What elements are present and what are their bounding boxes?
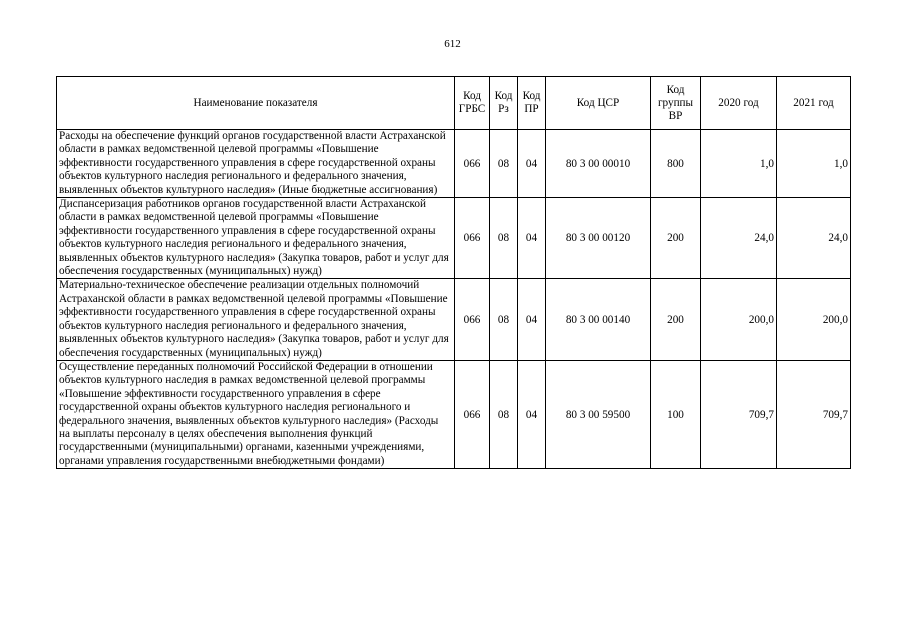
row-name: Расходы на обеспечение функций органов государственной власти Астраханской области в рамках ведомственной целевой программы «Повышение эффективности государственного управления в сфере государственной охраны объектов культурного наследия регионального и федерального значения, выявленных объектов культурного наследия» (Иные бюджетные ассигнования) <box>57 130 455 198</box>
header-2020: 2020 год <box>701 77 777 130</box>
row-csr: 80 3 00 00140 <box>546 279 651 360</box>
row-csr: 80 3 00 59500 <box>546 360 651 468</box>
row-csr: 80 3 00 00120 <box>546 198 651 279</box>
row-grbs: 066 <box>455 360 490 468</box>
table-row <box>57 130 851 198</box>
row-pr: 04 <box>518 279 546 360</box>
row-name: Осуществление переданных полномочий Российской Федерации в отношении объектов культурного наследия в рамках ведомственной целевой программы «Повышение эффективности государственного управления в сфере государственной охраны объектов культурного наследия регионального и федерального значения, выявленных объектов культурного наследия» (Расходы на выплаты персоналу в целях обеспечения выполнения функций государственными (муниципальными) органами, казенными учреждениями, органами управления государственными внебюджетными фондами) <box>57 360 455 468</box>
row-vr: 800 <box>651 130 701 198</box>
row-grbs: 066 <box>455 198 490 279</box>
row-pr: 04 <box>518 360 546 468</box>
row-rz: 08 <box>490 198 518 279</box>
table-row <box>57 360 851 468</box>
row-grbs: 066 <box>455 279 490 360</box>
row-2020: 709,7 <box>701 360 777 468</box>
row-2021: 24,0 <box>777 198 851 279</box>
header-name: Наименование показателя <box>57 77 455 130</box>
row-pr: 04 <box>518 198 546 279</box>
row-pr: 04 <box>518 130 546 198</box>
row-rz: 08 <box>490 130 518 198</box>
header-csr: Код ЦСР <box>546 77 651 130</box>
table-header-row <box>57 77 851 130</box>
row-vr: 100 <box>651 360 701 468</box>
row-2020: 24,0 <box>701 198 777 279</box>
row-name: Материально-техническое обеспечение реализации отдельных полномочий Астраханской области в рамках ведомственной целевой программы «Повышение эффективности государственного управления в сфере государственной охраны объектов культурного наследия регионального и федерального значения, выявленных объектов культурного наследия» (Закупка товаров, работ и услуг для обеспечения государственных (муниципальных) нужд) <box>57 279 455 360</box>
row-rz: 08 <box>490 360 518 468</box>
header-grbs: Код ГРБС <box>455 77 490 130</box>
row-2021: 1,0 <box>777 130 851 198</box>
row-2021: 709,7 <box>777 360 851 468</box>
header-vr: Код группы ВР <box>651 77 701 130</box>
page-number: 612 <box>444 38 461 50</box>
table-row <box>57 279 851 360</box>
row-vr: 200 <box>651 279 701 360</box>
header-rz: Код Рз <box>490 77 518 130</box>
row-csr: 80 3 00 00010 <box>546 130 651 198</box>
header-2021: 2021 год <box>777 77 851 130</box>
row-2020: 200,0 <box>701 279 777 360</box>
row-2021: 200,0 <box>777 279 851 360</box>
row-grbs: 066 <box>455 130 490 198</box>
header-pr: Код ПР <box>518 77 546 130</box>
table-row <box>57 198 851 279</box>
row-name: Диспансеризация работников органов государственной власти Астраханской области в рамках ведомственной целевой программы «Повышение эффективности государственного управления в сфере государственной охраны объектов культурного наследия регионального и федерального значения, выявленных объектов культурного наследия» (Закупка товаров, работ и услуг для обеспечения государственных (муниципальных) нужд) <box>57 198 455 279</box>
row-2020: 1,0 <box>701 130 777 198</box>
row-rz: 08 <box>490 279 518 360</box>
row-vr: 200 <box>651 198 701 279</box>
budget-table <box>56 76 851 469</box>
